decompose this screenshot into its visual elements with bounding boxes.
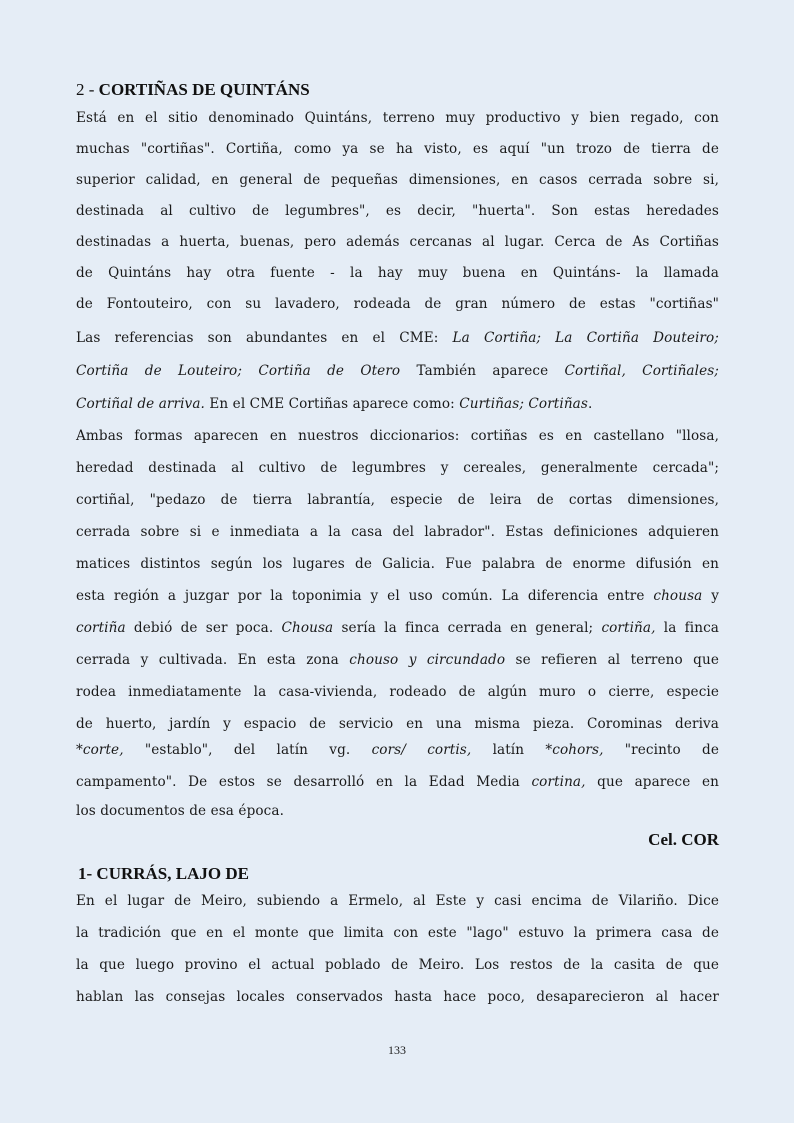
- paragraph-line: [76, 396, 719, 412]
- text-run: También aparece: [400, 363, 565, 379]
- paragraph-line: destinada al cultivo de legumbres", es decir, "huerta". Son estas heredades: [76, 203, 719, 219]
- text-run: Las referencias son abundantes en el CME:: [76, 330, 453, 346]
- italic-run: Cortiñal, Cortiñales;: [564, 363, 719, 379]
- paragraph-line: de Fontouteiro, con su lavadero, rodeada de gran número de estas "cortiñas": [76, 296, 719, 312]
- text-run: sería la finca cerrada en general;: [333, 620, 602, 636]
- text-run: que aparece en: [585, 774, 719, 790]
- paragraph-line: cerrada sobre si e inmediata a la casa del labrador". Estas definiciones adquieren: [76, 524, 719, 540]
- text-run: "recinto de: [603, 742, 719, 758]
- paragraph-line: cortiñal, "pedazo de tierra labrantía, especie de leira de cortas dimensiones,: [76, 492, 719, 508]
- paragraph-line: [76, 363, 719, 379]
- paragraph-line: [76, 742, 719, 758]
- italic-run: cortina,: [531, 774, 586, 790]
- italic-run: chousa: [653, 588, 703, 604]
- italic-run: Cortiñal de arriva.: [76, 396, 205, 412]
- author-signature: Cel. COR: [648, 830, 719, 849]
- text-run: cerrada y cultivada. En esta zona: [76, 652, 350, 668]
- section-number: 2 -: [76, 80, 99, 99]
- text-run: esta región a juzgar por la toponimia y el uso común. La diferencia entre: [76, 588, 654, 604]
- italic-run: cors/ cortis,: [371, 742, 472, 758]
- paragraph-line: [76, 620, 719, 636]
- paragraph-line: [76, 330, 719, 346]
- paragraph-line: hablan las consejas locales conservados hasta hace poco, desaparecieron al hacer: [76, 989, 719, 1005]
- italic-run: Chousa: [281, 620, 334, 636]
- text-run: campamento". De estos se desarrolló en la Edad Media: [76, 774, 532, 790]
- paragraph-line: matices distintos según los lugares de Galicia. Fue palabra de enorme difusión en: [76, 556, 719, 572]
- italic-run: cortiña,: [601, 620, 656, 636]
- paragraph-line: superior calidad, en general de pequeñas dimensiones, en casos cerrada sobre si,: [76, 172, 719, 188]
- italic-run: *cohors,: [545, 742, 604, 758]
- paragraph-line: de huerto, jardín y espacio de servicio en una misma pieza. Corominas deriva: [76, 716, 719, 732]
- paragraph-line: heredad destinada al cultivo de legumbres y cereales, generalmente cercada";: [76, 460, 719, 476]
- text-run: debió de ser poca.: [125, 620, 282, 636]
- paragraph-line: Está en el sitio denominado Quintáns, terreno muy productivo y bien regado, con: [76, 110, 719, 126]
- italic-run: La Cortiña; La Cortiña Douteiro;: [452, 330, 719, 346]
- italic-run: cortiña: [76, 620, 126, 636]
- section-heading-cortinas: [76, 80, 310, 100]
- italic-run: *corte,: [76, 742, 124, 758]
- paragraph-line: la que luego provino el actual poblado de Meiro. Los restos de la casita de que: [76, 957, 719, 973]
- paragraph-line: [76, 652, 719, 668]
- section-heading-curras: 1- CURRÁS, LAJO DE: [78, 864, 249, 883]
- paragraph-line: muchas "cortiñas". Cortiña, como ya se ha visto, es aquí "un trozo de tierra de: [76, 141, 719, 157]
- paragraph-line: [76, 588, 719, 604]
- paragraph-line: de Quintáns hay otra fuente - la hay muy buena en Quintáns- la llamada: [76, 265, 719, 281]
- section-title: CORTIÑAS DE QUINTÁNS: [98, 80, 310, 99]
- text-run: la finca: [655, 620, 719, 636]
- paragraph-line: rodea inmediatamente la casa-vivienda, rodeado de algún muro o cierre, especie: [76, 684, 719, 700]
- paragraph-line: En el lugar de Meiro, subiendo a Ermelo, al Este y casi encima de Vilariño. Dice: [76, 893, 719, 909]
- italic-run: Curtiñas; Cortiñas: [459, 396, 588, 412]
- text-run: se refieren al terreno que: [505, 652, 719, 668]
- text-run: "establo", del latín vg.: [123, 742, 372, 758]
- text-run: y: [702, 588, 719, 604]
- italic-run: chouso y circundado: [349, 652, 506, 668]
- paragraph-line: la tradición que en el monte que limita con este "lago" estuvo la primera casa de: [76, 925, 719, 941]
- paragraph-line: Ambas formas aparecen en nuestros diccionarios: cortiñas es en castellano "llosa,: [76, 428, 719, 444]
- paragraph-line: los documentos de esa época.: [76, 803, 285, 819]
- italic-run: Cortiña de Louteiro; Cortiña de Otero: [76, 363, 401, 379]
- paragraph-line: [76, 774, 719, 790]
- paragraph-line: destinadas a huerta, buenas, pero además cercanas al lugar. Cerca de As Cortiñas: [76, 234, 719, 250]
- page-number: 133: [388, 1043, 406, 1057]
- text-run: .: [587, 396, 593, 412]
- text-run: En el CME Cortiñas aparece como:: [204, 396, 460, 412]
- text-run: latín: [471, 742, 546, 758]
